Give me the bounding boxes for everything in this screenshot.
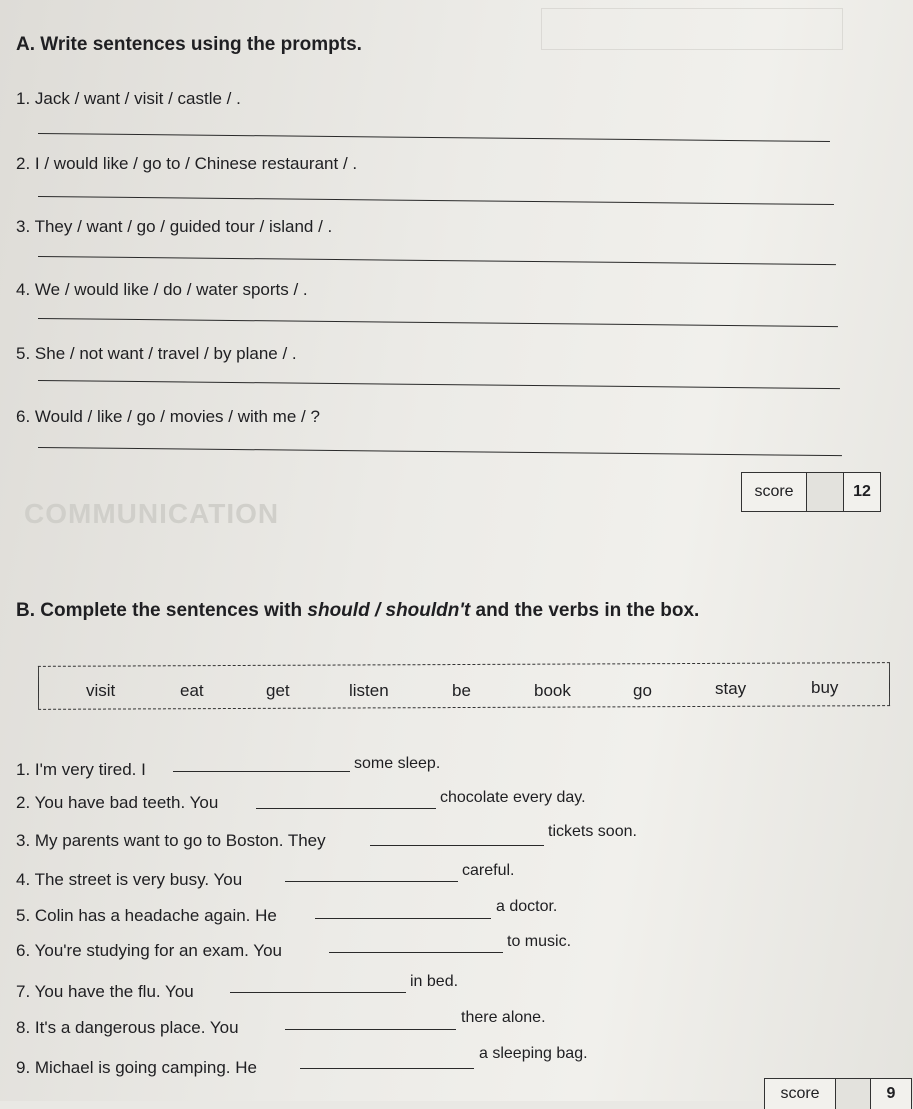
- sentence-5-end: a doctor.: [496, 898, 558, 915]
- sentence-6-end: to music.: [507, 933, 572, 950]
- word-stay: stay: [715, 679, 747, 698]
- blank-9[interactable]: [300, 1068, 474, 1069]
- blank-8[interactable]: [285, 1029, 456, 1030]
- score-label-b: score: [765, 1079, 836, 1109]
- sentence-1-end: some sleep.: [354, 755, 441, 772]
- score-total: 12: [853, 483, 871, 500]
- blank-7[interactable]: [230, 992, 406, 993]
- prompt-3: 3. They / want / go / guided tour / island / .: [16, 217, 333, 236]
- prompt-5: 5. She / not want / travel / by plane / .: [16, 344, 297, 363]
- section-b-score-box: [764, 1078, 912, 1109]
- blank-1[interactable]: [173, 771, 350, 772]
- faded-section-heading: COMMUNICATION: [24, 498, 280, 529]
- word-get: get: [266, 681, 290, 700]
- sentence-1: 1. I'm very tired. I: [16, 760, 146, 779]
- answer-line-2[interactable]: [38, 196, 834, 205]
- answer-line-6[interactable]: [38, 447, 842, 456]
- word-book: book: [534, 681, 571, 700]
- sentence-9-end: a sleeping bag.: [479, 1045, 588, 1062]
- score-blank-b[interactable]: [836, 1079, 871, 1109]
- sentence-3-end: tickets soon.: [548, 823, 637, 840]
- word-buy: buy: [811, 678, 839, 697]
- score-blank[interactable]: [807, 473, 844, 511]
- sentence-2: 2. You have bad teeth. You: [16, 793, 219, 812]
- answer-line-1[interactable]: [38, 133, 830, 142]
- prompt-1: 1. Jack / want / visit / castle / .: [16, 89, 241, 108]
- blank-6[interactable]: [329, 952, 503, 953]
- sentence-9: 9. Michael is going camping. He: [16, 1058, 257, 1077]
- prompt-2: 2. I / would like / go to / Chinese restaurant / .: [16, 154, 358, 173]
- blank-2[interactable]: [256, 808, 436, 809]
- section-a-heading: A. Write sentences using the prompts.: [16, 34, 362, 55]
- section-b-heading-part2: and the verbs in the box.: [470, 600, 700, 621]
- word-visit: visit: [86, 681, 116, 700]
- sentence-7-end: in bed.: [410, 973, 459, 990]
- sentence-8: 8. It's a dangerous place. You: [16, 1018, 239, 1037]
- prompt-4: 4. We / would like / do / water sports / .: [16, 280, 308, 299]
- prompt-6: 6. Would / like / go / movies / with me / ?: [16, 407, 320, 426]
- sentence-4: 4. The street is very busy. You: [16, 870, 243, 889]
- answer-line-5[interactable]: [38, 380, 840, 389]
- sentence-6: 6. You're studying for an exam. You: [16, 941, 282, 960]
- sentence-7: 7. You have the flu. You: [16, 982, 194, 1001]
- word-be: be: [452, 681, 471, 700]
- section-b-heading-part1: B. Complete the sentences with: [16, 600, 308, 621]
- faded-bleed-through-box: [541, 8, 843, 50]
- answer-line-4[interactable]: [38, 318, 838, 327]
- answer-line-3[interactable]: [38, 256, 836, 265]
- score-label: score: [742, 473, 807, 511]
- blank-5[interactable]: [315, 918, 491, 919]
- sentence-8-end: there alone.: [461, 1009, 546, 1026]
- section-b-heading-italic: should / shouldn't: [307, 600, 471, 621]
- blank-4[interactable]: [285, 881, 458, 882]
- section-b-heading: [16, 600, 699, 622]
- section-a-score-box: [741, 472, 881, 512]
- blank-3[interactable]: [370, 845, 544, 846]
- sentence-5: 5. Colin has a headache again. He: [16, 906, 277, 925]
- score-total-b: 9: [886, 1085, 896, 1102]
- sentence-2-end: chocolate every day.: [440, 789, 586, 806]
- word-eat: eat: [180, 681, 204, 700]
- word-listen: listen: [349, 681, 389, 700]
- word-go: go: [633, 681, 652, 700]
- sentence-4-end: careful.: [462, 862, 515, 879]
- sentence-3: 3. My parents want to go to Boston. They: [16, 831, 326, 850]
